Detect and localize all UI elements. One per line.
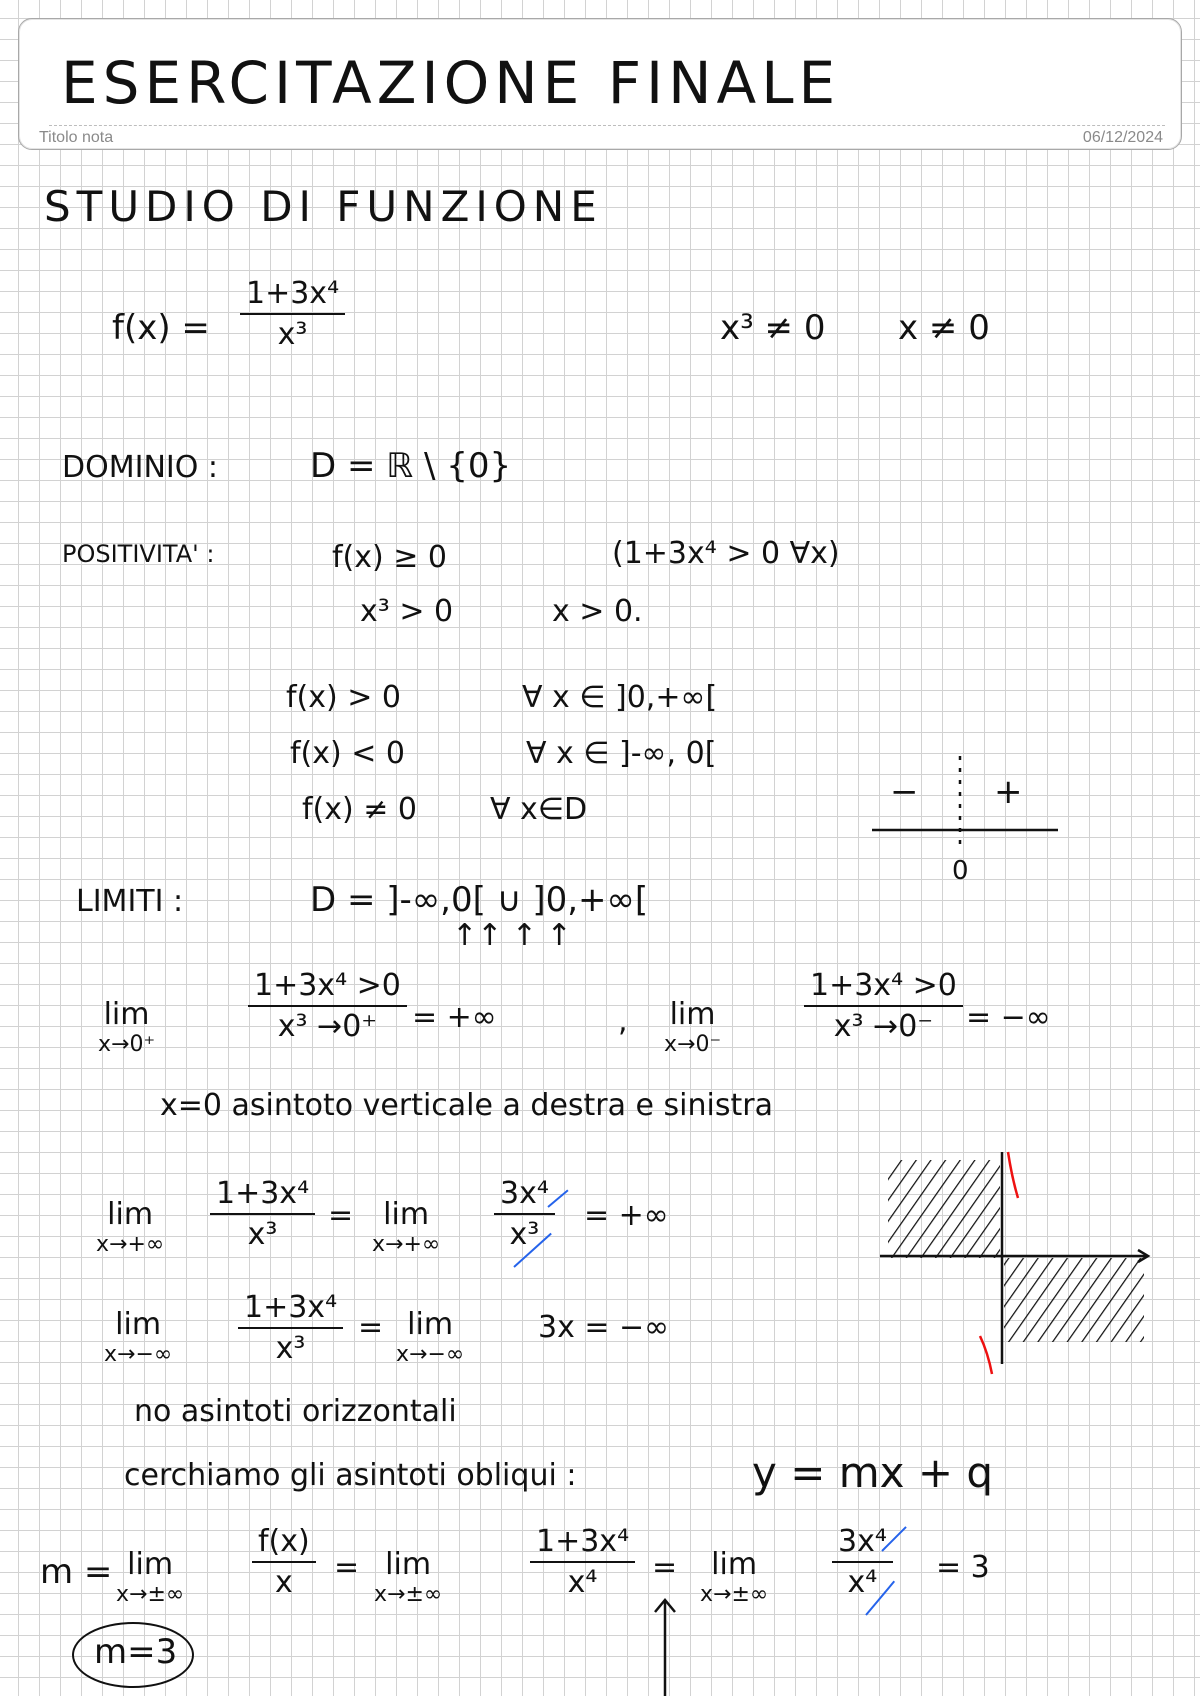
m-numerator1: f(x) [258,1524,310,1559]
fraction-bar [240,313,345,315]
lim-text: lim [385,1547,432,1582]
sign-row1-fx: f(x) > 0 [286,680,402,715]
dominio-label: DOMINIO : [62,450,218,485]
m-denominator1: x [274,1565,293,1600]
positivita-note: (1+3x⁴ > 0 ∀x) [612,536,840,571]
limit3-equals: = [328,1198,354,1233]
limit4-fraction [238,1290,343,1366]
lim-text: lim [669,997,716,1032]
limiti-label: LIMITI : [76,884,184,919]
m-fraction3 [832,1524,893,1600]
limit3-fraction [210,1176,315,1252]
fraction-bar [530,1561,635,1563]
m-lim-operator2 [374,1547,443,1607]
sign-row3-range: ∀ x∈D [490,792,588,827]
asymptote-sketch [880,1148,1152,1380]
lim-subscript: x→0⁻ [664,1032,722,1057]
m-lim-operator [116,1547,185,1607]
boxed-result: m=3 [94,1632,178,1672]
limiti-arrows: ↑↑ ↑ ↑ [452,918,572,953]
limit4-operator [104,1307,173,1367]
no-horizontal-asymptotes: no asintoti orizzontali [134,1394,457,1429]
limit4-numerator: 1+3x⁴ [244,1290,338,1325]
hatched-region-right [1004,1258,1144,1342]
limit3-denominator2: x³ [509,1217,540,1252]
note-title-label: Titolo nota [39,129,114,146]
limit1-result: = +∞ [412,1000,497,1035]
oblique-asymptotes-text: cerchiamo gli asintoti obliqui : [124,1458,577,1493]
m-equals1: = [334,1550,360,1585]
positivita-step1: x³ > 0 [360,594,454,629]
limit1-denominator: x³ →0⁺ [277,1009,378,1044]
limit1-operator [98,997,156,1057]
lim-text: lim [127,1547,174,1582]
limit2-denominator: x³ →0⁻ [833,1009,934,1044]
m-numerator2: 1+3x⁴ [536,1524,630,1559]
limit3-numerator: 1+3x⁴ [216,1176,310,1211]
limit1-fraction [248,968,407,1044]
fraction-bar [238,1327,343,1329]
note-header [18,18,1182,150]
positivita-inequality: f(x) ≥ 0 [332,540,448,575]
limit3-operator2 [372,1197,441,1257]
lim-subscript: x→+∞ [372,1232,441,1257]
lim-text: lim [103,997,150,1032]
fraction-bar [210,1213,315,1215]
lim-text: lim [711,1547,758,1582]
limit3-denominator: x³ [247,1217,278,1252]
m-fraction1 [252,1524,316,1600]
m-numerator3: 3x⁴ [838,1524,887,1559]
limit4-equals: = [358,1310,384,1345]
m-result: = 3 [936,1550,990,1585]
m-denominator2: x⁴ [567,1565,598,1600]
lim-subscript: x→±∞ [116,1582,185,1607]
limit4-operator2 [396,1307,465,1367]
sign-row2-range: ∀ x ∈ ]-∞, 0[ [526,736,717,771]
sign-minus: − [890,772,919,812]
fraction-bar [804,1005,963,1007]
sign-plus: + [994,772,1023,812]
limit-separator: , [618,1004,628,1039]
fraction-bar [494,1213,555,1215]
sign-zero: 0 [952,856,969,886]
limit2-result: = −∞ [966,1000,1051,1035]
m-lim-operator3 [700,1547,769,1607]
limit3-result: = +∞ [584,1198,669,1233]
limit3-fraction2 [494,1176,555,1252]
limit2-fraction [804,968,963,1044]
hatched-region-left [888,1160,1000,1258]
dominio-value: D = ℝ \ {0} [310,446,512,486]
branch-right-curve [1008,1152,1018,1198]
m-denominator3: x⁴ [847,1565,878,1600]
lim-subscript: x→−∞ [104,1342,173,1367]
positivita-step2: x > 0. [552,594,643,629]
m-equals2: = [652,1550,678,1585]
lim-text: lim [107,1197,154,1232]
up-arrow [650,1596,680,1696]
sign-row2-fx: f(x) < 0 [290,736,406,771]
lim-text: lim [383,1197,430,1232]
lim-subscript: x→0⁺ [98,1032,156,1057]
lim-subscript: x→±∞ [700,1582,769,1607]
condition-x3: x³ ≠ 0 [720,308,826,348]
lim-subscript: x→±∞ [374,1582,443,1607]
lim-text: lim [407,1307,454,1342]
asintoto-verticale-text: x=0 asintoto verticale a destra e sinistra [160,1088,773,1123]
limit2-operator [664,997,722,1057]
fraction-bar [832,1561,893,1563]
sign-row1-range: ∀ x ∈ ]0,+∞[ [522,680,718,715]
positivita-label: POSITIVITA' : [62,540,215,568]
limit4-result: 3x = −∞ [538,1310,670,1345]
limit4-denominator: x³ [275,1331,306,1366]
sign-row3-fx: f(x) ≠ 0 [302,792,418,827]
condition-x: x ≠ 0 [898,308,990,348]
line-equation: y = mx + q [752,1448,994,1497]
limit1-numerator: 1+3x⁴ >0 [254,968,401,1003]
function-fraction [240,276,345,352]
limit2-numerator: 1+3x⁴ >0 [810,968,957,1003]
m-fraction2 [530,1524,635,1600]
header-divider [49,125,1165,126]
lim-subscript: x→−∞ [396,1342,465,1367]
section-title: STUDIO DI FUNZIONE [44,182,603,231]
lim-text: lim [115,1307,162,1342]
limit3-numerator2: 3x⁴ [500,1176,549,1211]
function-numerator: 1+3x⁴ [246,276,340,311]
note-date: 06/12/2024 [1082,129,1163,146]
function-denominator: x³ [277,317,308,352]
lim-subscript: x→+∞ [96,1232,165,1257]
note-title: ESERCITAZIONE FINALE [61,49,841,117]
branch-left-curve [980,1336,992,1374]
limiti-domain: D = ]-∞,0[ ∪ ]0,+∞[ [310,880,649,920]
fraction-bar [248,1005,407,1007]
function-lhs: f(x) = [112,308,210,348]
m-lhs: m = [40,1552,113,1592]
fraction-bar [252,1561,316,1563]
limit3-operator [96,1197,165,1257]
